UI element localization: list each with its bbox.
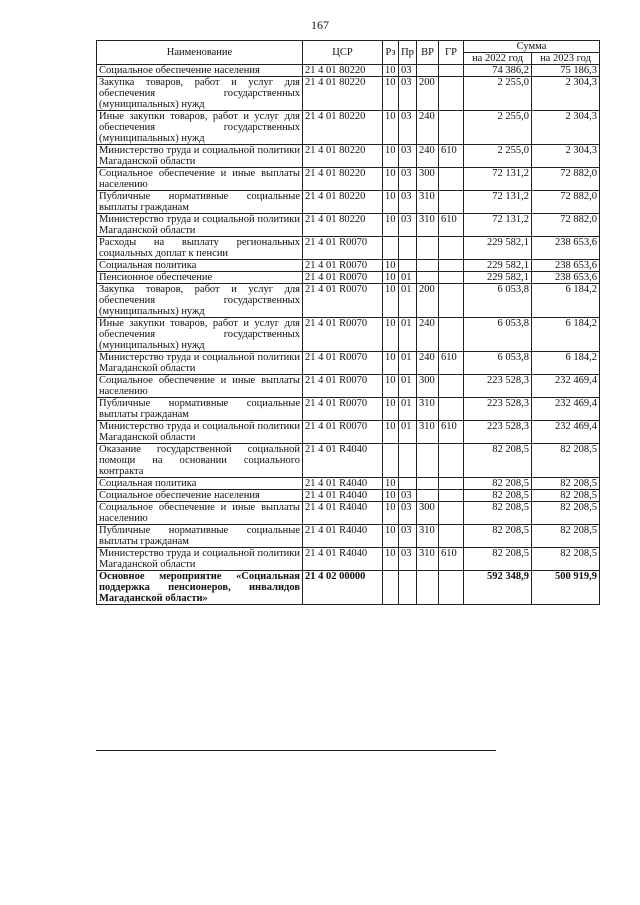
pr-cell [399, 444, 417, 478]
rz-cell: 10 [383, 352, 399, 375]
sum-2022-cell: 82 208,5 [464, 548, 532, 571]
table-row [97, 352, 600, 375]
table-row [97, 237, 600, 260]
name-cell: Основное мероприятие «Социальная поддержка пенсионеров, инвалидов Магаданской области» [97, 571, 303, 605]
csr-cell: 21 4 01 80220 [303, 191, 383, 214]
sum-2022-cell: 6 053,8 [464, 352, 532, 375]
vr-cell [417, 237, 439, 260]
pr-cell: 01 [399, 375, 417, 398]
pr-cell: 01 [399, 318, 417, 352]
sum-2022-cell: 82 208,5 [464, 490, 532, 502]
pr-cell [399, 571, 417, 605]
table-row [97, 398, 600, 421]
gr-cell [439, 571, 464, 605]
table-row [97, 525, 600, 548]
vr-cell: 200 [417, 77, 439, 111]
header-year-2022: на 2022 год [464, 53, 532, 65]
sum-2022-cell: 229 582,1 [464, 260, 532, 272]
rz-cell: 10 [383, 525, 399, 548]
rz-cell: 10 [383, 490, 399, 502]
name-cell: Расходы на выплату региональных социальных доплат к пенсии [97, 237, 303, 260]
gr-cell [439, 375, 464, 398]
name-cell: Иные закупки товаров, работ и услуг для обеспечения государственных (муниципальных) нужд [97, 111, 303, 145]
vr-cell: 310 [417, 548, 439, 571]
sum-2023-cell: 6 184,2 [532, 284, 600, 318]
sum-2023-cell: 82 208,5 [532, 478, 600, 490]
gr-cell [439, 525, 464, 548]
vr-cell [417, 65, 439, 77]
table-row [97, 191, 600, 214]
rz-cell: 10 [383, 548, 399, 571]
sum-2022-cell: 82 208,5 [464, 502, 532, 525]
sum-2023-cell: 232 469,4 [532, 421, 600, 444]
csr-cell: 21 4 01 R4040 [303, 548, 383, 571]
sum-2023-cell: 232 469,4 [532, 375, 600, 398]
rz-cell: 10 [383, 260, 399, 272]
name-cell: Министерство труда и социальной политики Магаданской области [97, 352, 303, 375]
vr-cell: 310 [417, 191, 439, 214]
name-cell: Министерство труда и социальной политики Магаданской области [97, 145, 303, 168]
pr-cell: 03 [399, 525, 417, 548]
pr-cell: 03 [399, 145, 417, 168]
sum-2022-cell: 223 528,3 [464, 375, 532, 398]
name-cell: Публичные нормативные социальные выплаты гражданам [97, 525, 303, 548]
header-year-2023: на 2023 год [532, 53, 600, 65]
csr-cell: 21 4 01 80220 [303, 168, 383, 191]
sum-2022-cell: 6 053,8 [464, 318, 532, 352]
table-row [97, 168, 600, 191]
sum-2023-cell: 2 304,3 [532, 77, 600, 111]
vr-cell: 310 [417, 421, 439, 444]
csr-cell: 21 4 01 R0070 [303, 272, 383, 284]
sum-2022-cell: 72 131,2 [464, 214, 532, 237]
name-cell: Иные закупки товаров, работ и услуг для обеспечения государственных (муниципальных) нужд [97, 318, 303, 352]
gr-cell [439, 168, 464, 191]
gr-cell: 610 [439, 145, 464, 168]
header-sum: Сумма [464, 41, 600, 53]
name-cell: Социальное обеспечение и иные выплаты населению [97, 375, 303, 398]
rz-cell: 10 [383, 272, 399, 284]
sum-2023-cell: 238 653,6 [532, 237, 600, 260]
pr-cell: 01 [399, 272, 417, 284]
table-row [97, 111, 600, 145]
sum-2022-cell: 82 208,5 [464, 478, 532, 490]
sum-2023-cell: 500 919,9 [532, 571, 600, 605]
rz-cell: 10 [383, 77, 399, 111]
vr-cell [417, 490, 439, 502]
vr-cell: 240 [417, 111, 439, 145]
budget-table [96, 40, 600, 605]
sum-2023-cell: 72 882,0 [532, 214, 600, 237]
pr-cell: 03 [399, 191, 417, 214]
sum-2022-cell: 72 131,2 [464, 168, 532, 191]
gr-cell [439, 111, 464, 145]
gr-cell [439, 191, 464, 214]
table-row [97, 375, 600, 398]
gr-cell [439, 284, 464, 318]
pr-cell: 03 [399, 548, 417, 571]
table-row [97, 318, 600, 352]
rz-cell: 10 [383, 421, 399, 444]
sum-2023-cell: 82 208,5 [532, 525, 600, 548]
pr-cell: 03 [399, 214, 417, 237]
header-gr: ГР [439, 41, 464, 65]
gr-cell: 610 [439, 421, 464, 444]
vr-cell [417, 571, 439, 605]
sum-2022-cell: 229 582,1 [464, 272, 532, 284]
gr-cell: 610 [439, 548, 464, 571]
sum-2022-cell: 82 208,5 [464, 525, 532, 548]
csr-cell: 21 4 01 R0070 [303, 284, 383, 318]
name-cell: Министерство труда и социальной политики Магаданской области [97, 421, 303, 444]
sum-2022-cell: 2 255,0 [464, 77, 532, 111]
rz-cell: 10 [383, 145, 399, 168]
sum-2023-cell: 238 653,6 [532, 272, 600, 284]
table-row [97, 145, 600, 168]
vr-cell [417, 260, 439, 272]
sum-2022-cell: 74 386,2 [464, 65, 532, 77]
pr-cell: 01 [399, 398, 417, 421]
pr-cell [399, 237, 417, 260]
csr-cell: 21 4 01 80220 [303, 77, 383, 111]
footer-divider [96, 750, 496, 751]
csr-cell: 21 4 01 R4040 [303, 525, 383, 548]
page-number: 167 [311, 18, 329, 32]
vr-cell: 240 [417, 145, 439, 168]
table-row [97, 77, 600, 111]
vr-cell: 310 [417, 398, 439, 421]
name-cell: Социальное обеспечение и иные выплаты населению [97, 502, 303, 525]
name-cell: Публичные нормативные социальные выплаты гражданам [97, 191, 303, 214]
table-row [97, 65, 600, 77]
vr-cell: 200 [417, 284, 439, 318]
rz-cell: 10 [383, 111, 399, 145]
sum-2023-cell: 75 186,3 [532, 65, 600, 77]
csr-cell: 21 4 01 R0070 [303, 260, 383, 272]
csr-cell: 21 4 01 80220 [303, 111, 383, 145]
csr-cell: 21 4 01 R0070 [303, 318, 383, 352]
rz-cell: 10 [383, 375, 399, 398]
rz-cell [383, 444, 399, 478]
sum-2022-cell: 223 528,3 [464, 398, 532, 421]
sum-2023-cell: 2 304,3 [532, 111, 600, 145]
csr-cell: 21 4 02 00000 [303, 571, 383, 605]
pr-cell: 03 [399, 490, 417, 502]
csr-cell: 21 4 01 80220 [303, 214, 383, 237]
gr-cell [439, 260, 464, 272]
gr-cell [439, 490, 464, 502]
header-rz: Рз [383, 41, 399, 65]
table-row [97, 272, 600, 284]
sum-2023-cell: 72 882,0 [532, 168, 600, 191]
gr-cell [439, 272, 464, 284]
csr-cell: 21 4 01 R0070 [303, 375, 383, 398]
name-cell: Закупка товаров, работ и услуг для обеспечения государственных (муниципальных) нужд [97, 77, 303, 111]
csr-cell: 21 4 01 80220 [303, 145, 383, 168]
vr-cell: 300 [417, 168, 439, 191]
pr-cell [399, 478, 417, 490]
sum-2022-cell: 72 131,2 [464, 191, 532, 214]
csr-cell: 21 4 01 R0070 [303, 421, 383, 444]
table-body [97, 65, 600, 605]
sum-2022-cell: 82 208,5 [464, 444, 532, 478]
vr-cell: 300 [417, 375, 439, 398]
table-row [97, 548, 600, 571]
name-cell: Социальная политика [97, 260, 303, 272]
rz-cell: 10 [383, 478, 399, 490]
sum-2022-cell: 2 255,0 [464, 145, 532, 168]
sum-2022-cell: 229 582,1 [464, 237, 532, 260]
vr-cell: 310 [417, 214, 439, 237]
pr-cell: 01 [399, 352, 417, 375]
name-cell: Социальное обеспечение населения [97, 65, 303, 77]
vr-cell [417, 272, 439, 284]
table-row [97, 284, 600, 318]
name-cell: Социальная политика [97, 478, 303, 490]
pr-cell: 03 [399, 502, 417, 525]
sum-2023-cell: 82 208,5 [532, 444, 600, 478]
sum-2022-cell: 223 528,3 [464, 421, 532, 444]
rz-cell [383, 571, 399, 605]
table-row [97, 214, 600, 237]
gr-cell [439, 444, 464, 478]
gr-cell: 610 [439, 214, 464, 237]
csr-cell: 21 4 01 R0070 [303, 398, 383, 421]
gr-cell [439, 318, 464, 352]
gr-cell [439, 65, 464, 77]
name-cell: Министерство труда и социальной политики Магаданской области [97, 214, 303, 237]
name-cell: Пенсионное обеспечение [97, 272, 303, 284]
csr-cell: 21 4 01 R0070 [303, 352, 383, 375]
gr-cell [439, 77, 464, 111]
rz-cell: 10 [383, 214, 399, 237]
sum-2022-cell: 592 348,9 [464, 571, 532, 605]
header-row [97, 41, 600, 53]
sum-2023-cell: 72 882,0 [532, 191, 600, 214]
sum-2022-cell: 6 053,8 [464, 284, 532, 318]
header-pr: Пр [399, 41, 417, 65]
name-cell: Социальное обеспечение и иные выплаты населению [97, 168, 303, 191]
sum-2023-cell: 6 184,2 [532, 318, 600, 352]
sum-2023-cell: 82 208,5 [532, 502, 600, 525]
gr-cell: 610 [439, 352, 464, 375]
gr-cell [439, 237, 464, 260]
sum-2023-cell: 6 184,2 [532, 352, 600, 375]
csr-cell: 21 4 01 R4040 [303, 502, 383, 525]
pr-cell: 03 [399, 77, 417, 111]
table-row [97, 571, 600, 605]
rz-cell: 10 [383, 502, 399, 525]
table-row [97, 490, 600, 502]
vr-cell [417, 478, 439, 490]
sum-2023-cell: 232 469,4 [532, 398, 600, 421]
pr-cell: 01 [399, 284, 417, 318]
csr-cell: 21 4 01 R0070 [303, 237, 383, 260]
csr-cell: 21 4 01 R4040 [303, 444, 383, 478]
name-cell: Министерство труда и социальной политики Магаданской области [97, 548, 303, 571]
rz-cell [383, 237, 399, 260]
vr-cell: 310 [417, 525, 439, 548]
pr-cell [399, 260, 417, 272]
pr-cell: 03 [399, 65, 417, 77]
pr-cell: 03 [399, 111, 417, 145]
name-cell: Социальное обеспечение населения [97, 490, 303, 502]
header-name: Наименование [97, 41, 303, 65]
sum-2023-cell: 82 208,5 [532, 548, 600, 571]
rz-cell: 10 [383, 284, 399, 318]
pr-cell: 01 [399, 421, 417, 444]
table-row [97, 260, 600, 272]
pr-cell: 03 [399, 168, 417, 191]
vr-cell: 300 [417, 502, 439, 525]
name-cell: Оказание государственной социальной помощи на основании социального контракта [97, 444, 303, 478]
csr-cell: 21 4 01 R4040 [303, 490, 383, 502]
table-row [97, 478, 600, 490]
table-row [97, 502, 600, 525]
vr-cell: 240 [417, 352, 439, 375]
sum-2023-cell: 82 208,5 [532, 490, 600, 502]
rz-cell: 10 [383, 398, 399, 421]
sum-2023-cell: 238 653,6 [532, 260, 600, 272]
name-cell: Публичные нормативные социальные выплаты гражданам [97, 398, 303, 421]
csr-cell: 21 4 01 80220 [303, 65, 383, 77]
gr-cell [439, 398, 464, 421]
table-row [97, 421, 600, 444]
gr-cell [439, 502, 464, 525]
gr-cell [439, 478, 464, 490]
csr-cell: 21 4 01 R4040 [303, 478, 383, 490]
rz-cell: 10 [383, 318, 399, 352]
table-row [97, 444, 600, 478]
vr-cell [417, 444, 439, 478]
sum-2023-cell: 2 304,3 [532, 145, 600, 168]
vr-cell: 240 [417, 318, 439, 352]
header-csr: ЦСР [303, 41, 383, 65]
rz-cell: 10 [383, 168, 399, 191]
sum-2022-cell: 2 255,0 [464, 111, 532, 145]
rz-cell: 10 [383, 65, 399, 77]
name-cell: Закупка товаров, работ и услуг для обеспечения государственных (муниципальных) нужд [97, 284, 303, 318]
header-vr: ВР [417, 41, 439, 65]
rz-cell: 10 [383, 191, 399, 214]
